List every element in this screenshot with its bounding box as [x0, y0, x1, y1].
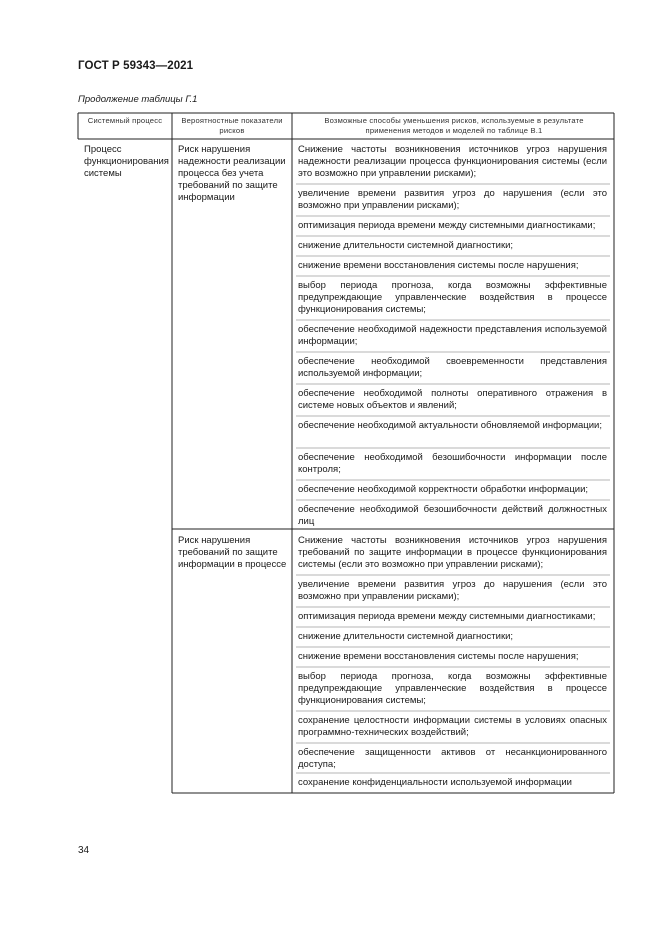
measure-item: обеспечение необходимой своевременности представления используемой информации; [298, 356, 607, 379]
measure-item: обеспечение необходимой корректности обработки информации; [298, 484, 589, 495]
measure-item: обеспечение необходимой безошибочности действий должностных лиц [298, 504, 607, 527]
system-process-cell: Процесс функционирования системы [84, 144, 169, 179]
table-continuation-caption: Продолжение таблицы Г.1 [78, 94, 198, 105]
risk-indicator-reliability: Риск нарушения надежности реализации процесса без учета требований по защите информации [178, 144, 286, 203]
column-header-indicators: Вероятностные показатели рисков [181, 116, 283, 135]
measure-item: оптимизация периода времени между системными диагностиками; [298, 220, 596, 231]
measure-item: снижение длительности системной диагностики; [298, 631, 514, 642]
measure-item: увеличение времени развития угроз до нарушения (если это возможно при управлении рисками); [298, 188, 607, 211]
measure-item: выбор периода прогноза, когда возможны эффективные предупреждающие управленческие воздействия в процессе функционирования системы; [298, 280, 607, 315]
measure-item: снижение времени восстановления системы после нарушения; [298, 260, 579, 271]
measure-item: Снижение частоты возникновения источников угроз нарушения надежности реализации процесса функционирования системы (если это возможно при управлении рисками); [298, 144, 607, 179]
measure-item: обеспечение необходимой полноты оперативного отражения в системе новых объектов и явлений; [298, 388, 607, 411]
column-header-measures: Возможные способы уменьшения рисков, используемые в результате применения методов и моделей по таблице В.1 [324, 116, 584, 135]
measure-item: обеспечение защищенности активов от несанкционированного доступа; [298, 747, 607, 770]
measure-item: обеспечение необходимой надежности представления используемой информации; [298, 324, 607, 347]
measure-item: сохранение целостности информации системы в условиях опасных программно-технических воздействий; [298, 715, 607, 738]
standard-designation: ГОСТ Р 59343—2021 [78, 60, 194, 72]
measure-item: снижение времени восстановления системы после нарушения; [298, 651, 579, 662]
measure-item: выбор периода прогноза, когда возможны эффективные предупреждающие управленческие воздействия в процессе функционирования системы; [298, 671, 607, 706]
measure-item: сохранение конфиденциальности используемой информации [298, 777, 572, 788]
measure-item: обеспечение необходимой безошибочности информации после контроля; [298, 452, 607, 475]
measure-item: снижение длительности системной диагностики; [298, 240, 514, 251]
risk-indicator-protection: Риск нарушения требований по защите информации в процессе [178, 535, 287, 570]
page-number: 34 [78, 845, 90, 856]
measure-item: оптимизация периода времени между системными диагностиками; [298, 611, 596, 622]
measure-item: обеспечение необходимой актуальности обновляемой информации; [298, 420, 602, 431]
measure-item: увеличение времени развития угроз до нарушения (если это возможно при управлении рисками); [298, 579, 607, 602]
measure-item: Снижение частоты возникновения источников угроз нарушения требований по защите информации в процессе функционирования системы (если это возможно при управлении рисками); [298, 535, 607, 570]
column-header-process: Системный процесс [87, 116, 163, 125]
